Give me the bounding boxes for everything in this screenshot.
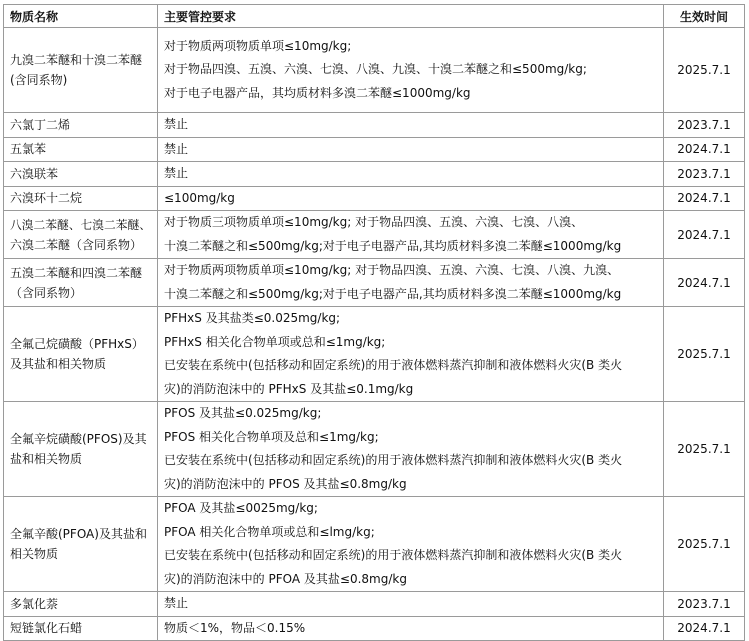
- table-row: [4, 616, 745, 641]
- requirement-line: PFHxS 相关化合物单项或总和≤1mg/kg;: [164, 334, 386, 349]
- substance-name-line: 五氯苯: [10, 142, 47, 157]
- substance-name-cell: [4, 211, 158, 259]
- control-requirement-cell: [158, 211, 664, 259]
- substance-name-cell: [4, 113, 158, 138]
- substance-name-line: 盐和相关物质: [10, 452, 83, 466]
- requirement-line: PFOA 相关化合物单项或总和≤lmg/kg;: [164, 524, 375, 539]
- requirement-line: 对于物质三项物质单项≤10mg/kg; 对于物品四溴、五溴、六溴、七溴、八溴、: [164, 215, 584, 229]
- requirement-line: 禁止: [164, 166, 189, 180]
- requirement-line: ≤100mg/kg: [164, 190, 235, 205]
- requirement-line: 已安装在系统中(包括移动和固定系统)的用于液体燃料蒸汽抑制和液体燃料火灾(B 类火: [164, 358, 623, 372]
- requirement-line: 灾)的消防泡沫中的 PFHxS 及其盐≤0.1mg/kg: [164, 381, 414, 396]
- substance-name-line: （含同系物）: [10, 285, 83, 300]
- control-requirement-cell: [158, 28, 664, 113]
- table-row: [4, 137, 745, 162]
- control-requirement-cell: [158, 259, 664, 307]
- requirement-line: 对于物品四溴、五溴、六溴、七溴、八溴、九溴、十溴二苯醚之和≤500mg/kg;: [164, 62, 587, 77]
- requirement-line: 灾)的消防泡沫中的 PFOS 及其盐≤0.8mg/kg: [164, 476, 407, 491]
- substance-name-line: 及其盐和相关物质: [10, 357, 107, 371]
- table-row: [4, 259, 745, 307]
- effective-date-cell: 2024.7.1: [664, 211, 745, 259]
- effective-date-cell: 2024.7.1: [664, 186, 745, 211]
- header-control-requirement: 主要管控要求: [158, 5, 664, 28]
- requirement-line: 十溴二苯醚之和≤500mg/kg;对于电子电器产品,其均质材料多溴二苯醚≤1000mg/kg: [164, 238, 622, 253]
- substance-name-line: 六氯丁二烯: [10, 117, 71, 132]
- table-row: [4, 162, 745, 187]
- requirement-line: 对于电子电器产品，其均质材料多溴二苯醚≤1000mg/kg: [164, 85, 471, 100]
- requirement-line: PFOS 及其盐≤0.025mg/kg;: [164, 406, 322, 420]
- control-requirement-cell: [158, 113, 664, 138]
- control-requirement-cell: [158, 137, 664, 162]
- substance-name-line: 八溴二苯醚、七溴二苯醚、: [10, 217, 151, 232]
- table-row: [4, 211, 745, 259]
- requirement-line: PFHxS 及其盐类≤0.025mg/kg;: [164, 311, 341, 325]
- requirement-line: 物质＜1%，物品＜0.15%: [164, 620, 306, 635]
- substance-name-cell: [4, 307, 158, 402]
- substance-name-cell: [4, 402, 158, 497]
- requirement-line: PFOA 及其盐≤0025mg/kg;: [164, 501, 318, 515]
- effective-date-cell: 2024.7.1: [664, 259, 745, 307]
- substance-name-cell: [4, 616, 158, 641]
- substance-name-line: 相关物质: [10, 547, 59, 561]
- control-requirement-cell: [158, 616, 664, 641]
- regulation-table: [3, 4, 745, 641]
- control-requirement-cell: [158, 497, 664, 592]
- effective-date-cell: 2023.7.1: [664, 162, 745, 187]
- effective-date-cell: 2025.7.1: [664, 28, 745, 113]
- requirement-line: 禁止: [164, 596, 189, 610]
- substance-name-cell: [4, 497, 158, 592]
- effective-date-cell: 2024.7.1: [664, 616, 745, 641]
- substance-name-cell: [4, 28, 158, 113]
- requirement-line: 对于物质两项物质单项≤10mg/kg; 对于物品四溴、五溴、六溴、七溴、八溴、九溴、: [164, 263, 620, 277]
- requirement-line: 禁止: [164, 141, 189, 156]
- control-requirement-cell: [158, 307, 664, 402]
- substance-name-line: 九溴二苯醚和十溴二苯醚: [10, 53, 143, 67]
- requirement-line: PFOS 相关化合物单项及总和≤1mg/kg;: [164, 429, 379, 444]
- effective-date-cell: 2025.7.1: [664, 402, 745, 497]
- table-row: [4, 497, 745, 592]
- control-requirement-cell: [158, 402, 664, 497]
- substance-name-line: 多氯化萘: [10, 596, 59, 611]
- substance-name-line: 全氟辛酸(PFOA)及其盐和: [10, 527, 147, 541]
- substance-name-line: 五溴二苯醚和四溴二苯醚: [10, 265, 143, 280]
- substance-name-cell: [4, 186, 158, 211]
- substance-name-line: 六溴环十二烷: [10, 191, 83, 206]
- effective-date-cell: 2025.7.1: [664, 307, 745, 402]
- table-row: [4, 28, 745, 113]
- table-header-row: [4, 5, 745, 28]
- substance-name-cell: [4, 162, 158, 187]
- requirement-line: 十溴二苯醚之和≤500mg/kg;对于电子电器产品,其均质材料多溴二苯醚≤1000mg/kg: [164, 286, 622, 301]
- control-requirement-cell: [158, 592, 664, 617]
- header-substance-name: 物质名称: [4, 5, 158, 28]
- requirement-line: 已安装在系统中(包括移动和固定系统)的用于液体燃料蒸汽抑制和液体燃料火灾(B 类火: [164, 548, 623, 562]
- effective-date-cell: 2023.7.1: [664, 592, 745, 617]
- substance-name-line: 六溴联苯: [10, 166, 59, 181]
- control-requirement-cell: [158, 162, 664, 187]
- substance-name-cell: [4, 259, 158, 307]
- table-row: [4, 592, 745, 617]
- table-row: [4, 307, 745, 402]
- substance-name-cell: [4, 592, 158, 617]
- effective-date-cell: 2024.7.1: [664, 137, 745, 162]
- effective-date-cell: 2025.7.1: [664, 497, 745, 592]
- table-row: [4, 402, 745, 497]
- substance-name-line: 短链氯化石蜡: [10, 621, 83, 636]
- requirement-line: 已安装在系统中(包括移动和固定系统)的用于液体燃料蒸汽抑制和液体燃料火灾(B 类火: [164, 453, 623, 467]
- substance-name-line: 全氟己烷磺酸（PFHxS）: [10, 337, 144, 351]
- substance-name-line: 全氟辛烷磺酸(PFOS)及其: [10, 432, 147, 446]
- substance-name-line: 六溴二苯醚（含同系物）: [10, 237, 143, 252]
- effective-date-cell: 2023.7.1: [664, 113, 745, 138]
- requirement-line: 对于物质两项物质单项≤10mg/kg;: [164, 38, 352, 53]
- substance-name-line: (含同系物): [10, 73, 68, 87]
- control-requirement-cell: [158, 186, 664, 211]
- requirement-line: 灾)的消防泡沫中的 PFOA 及其盐≤0.8mg/kg: [164, 571, 407, 586]
- requirement-line: 禁止: [164, 117, 189, 131]
- substance-name-cell: [4, 137, 158, 162]
- table-row: [4, 186, 745, 211]
- header-effective-date: 生效时间: [664, 5, 745, 28]
- table-row: [4, 113, 745, 138]
